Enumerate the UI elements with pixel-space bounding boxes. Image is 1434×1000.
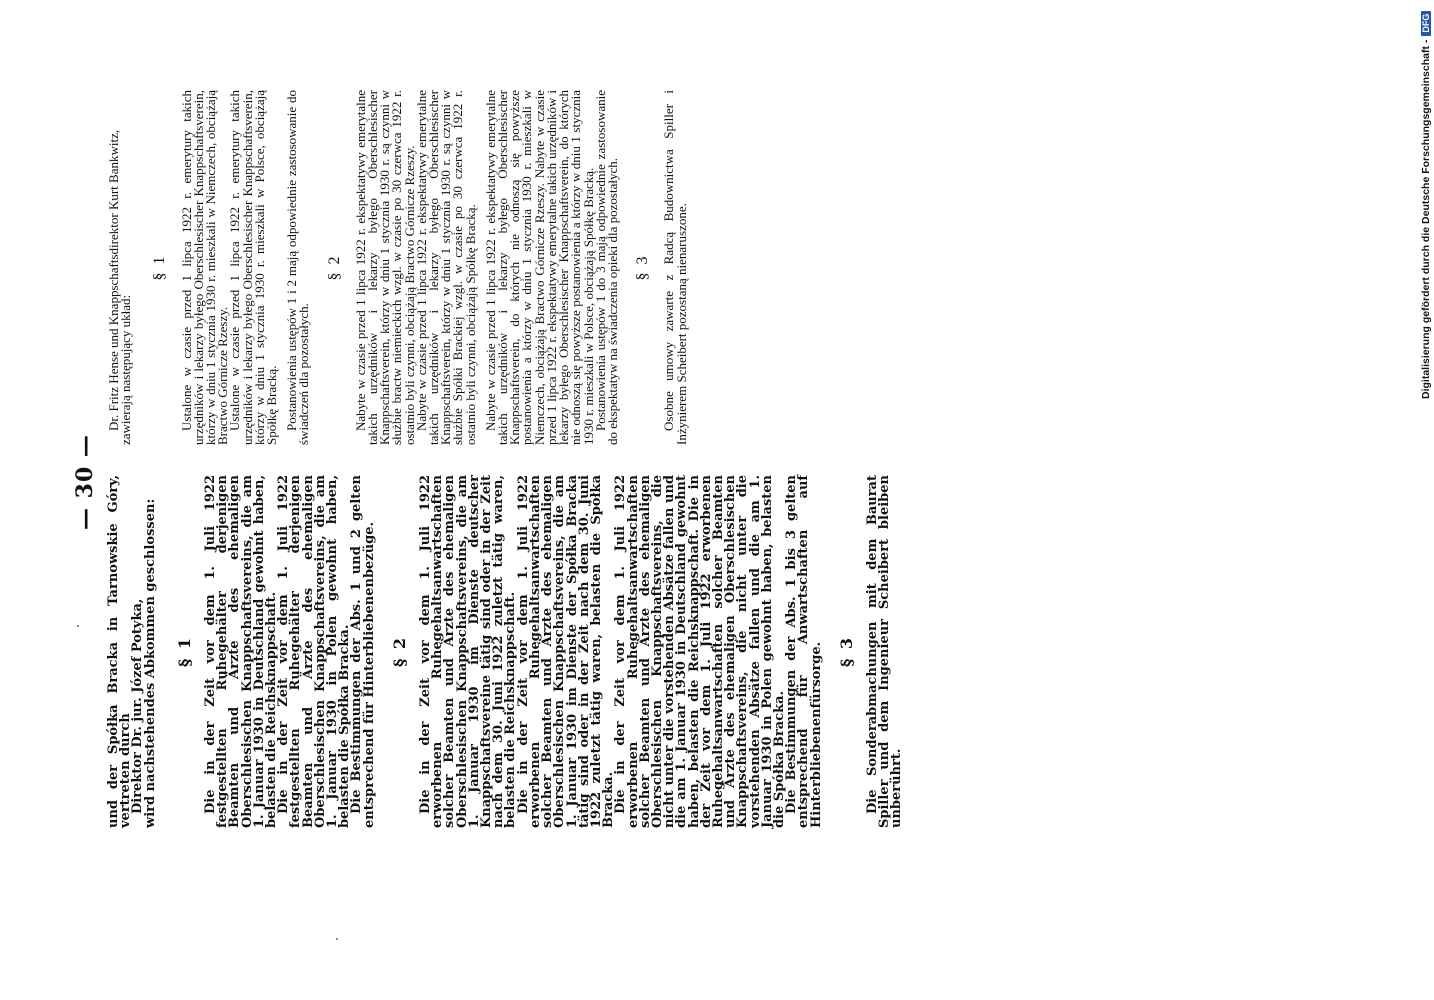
german-section-3-heading: § 3: [836, 635, 856, 668]
german-section-1-para-1: Die in der Zeit vor dem 1. Juli 1922 festgestellten Ruhegehälter derjenigen Beamten und Ärzte des ehemaligen Oberschlesischen Knappschaftsvereins, die am 1. Januar 1930 in Deutschland gewohnt haben, belasten die Reichsknappschaft.: [203, 475, 280, 828]
german-intro-agreement: wird nachstehendes Abkommen geschlossen:: [142, 498, 158, 828]
polish-intro-agreement: zawierają następujący układ:: [118, 294, 134, 445]
german-section-3-para-1: Die Sonderabmachungen mit dem Baurat Spiller und dem Ingenieur Scheibert bleiben unberührt.: [864, 475, 905, 828]
dfg-funding-note: [1418, 1, 1434, 399]
german-section-2-para-4: Die Bestimmungen der Abs. 1 bis 3 gelten entsprechend für Anwartschaften auf Hinterbliebenenfürsorge.: [784, 475, 824, 828]
dfg-note-text: Digitalisierung gefördert durch die Deutsche Forschungsgemeinschaft -: [1420, 39, 1432, 399]
german-intro-parties: und der Spółka Bracka in Tarnowskie Góry, vertreten durch: [106, 475, 134, 828]
dfg-logo: DFG: [1421, 11, 1431, 36]
german-section-2-para-3: Die in der Zeit vor dem 1. Juli 1922 erworbenen Ruhegehaltsanwartschaften solcher Beamten und Ärzte des ehemaligen Oberschlesischen Knappschaftsvereins, die nicht unter die vorstehenden Absätze fallen und die am 1. Januar 1930 in Deutschland gewohnt haben, belasten die Reichsknappschaft. Die in der Zeit vor dem 1. Juli 1922 erworbenen Ruhegehaltsanwartschaften solcher Beamten und Ärzte des ehemaligen Oberschlesischen Knappschaftsvereins, die nicht unter die vorstehenden Absätze fallen und die am 1. Januar 1930 in Polen gewohnt haben, belasten die Spółka Bracka.: [613, 475, 787, 828]
polish-section-1-heading: § 1: [151, 254, 169, 281]
scan-speck: [336, 938, 338, 940]
german-section-1-para-3: Die Bestimmungen der Abs. 1 und 2 gelten entsprechend für Hinterbliebenenbezüge.: [349, 475, 377, 828]
polish-section-2-para-4: Postanowienia ustępów 1 do 3 mają odpowiednie zastosowanie do ekspektatyw na świadczenia opieki dla pozostałych.: [592, 90, 620, 445]
polish-section-2-heading: § 2: [325, 254, 343, 281]
polish-section-2-para-3: Nabyte w czasie przed 1 lipca 1922 r. ekspektatywy emerytalne takich urzędników i lekarzy byłego Oberschlesischer Knappschaftsverein, do których nie odnoszą się powyższe postanowienia a którzy w dniu 1 stycznia 1930 r. mieszkali w Niemczech, obciążają Bractwo Górnicze Rzeszy. Nabyte w czasie przed 1 lipca 1922 r. ekspektatywy emerytalne takich urzędników i lekarzy byłego Oberschlesischer Knappschaftsverein, do których nie odnoszą się powyższe postanowienia a którzy w dniu 1 stycznia 1930 r. mieszkali w Polsce, obciążają Spółkę Bracką.: [482, 90, 596, 445]
german-intro-director: Direktor Dr. jur. Józef Potyka,: [130, 598, 146, 814]
polish-section-1-para-2: Ustalone w czasie przed 1 lipca 1922 r. emerytury takich urzędników i lekarzy byłego Oberschlesischer Knappschaftsverein, którzy w dniu 1 stycznia 1930 r. mieszkali w Polsce, obciążają Spółkę Bracką.: [227, 90, 280, 445]
polish-section-3-para-1: Osobne umowy zawarte z Radcą Budownictwa Spiller i Inżynierem Scheibert pozostaną nienaruszone.: [661, 90, 689, 445]
german-section-1-para-2: Die in der Zeit vor dem 1. Juli 1922 festgestellten Ruhegehälter derjenigen Beamten und Ärzte des ehemaligen Oberschlesischen Knappschaftsvereins, die am 1. Januar 1930 in Polen gewohnt haben, belasten die Spółka Bracka.: [276, 475, 353, 828]
page-number: — 30 —: [72, 434, 98, 530]
german-section-1-heading: § 1: [174, 635, 194, 668]
polish-section-1-para-1: Ustalone w czasie przed 1 lipca 1922 r. emerytury takich urzędników i lekarzy byłego Oberschlesischer Knappschaftsverein, którzy w dniu 1 stycznia 1930 r. mieszkali w Niemczech, obciążają Bractwo Górnicze Rzeszy.: [178, 90, 231, 445]
polish-section-1-para-3: Postanowienia ustępów 1 i 2 mają odpowiednie zastosowanie do świadczeń dla pozostałych.: [284, 90, 312, 445]
german-section-2-para-2: Die in der Zeit vor dem 1. Juli 1922 erworbenen Ruhegehaltsanwartschaften solcher Beamten und Ärzte des ehemaligen Oberschlesischen Knappschaftsvereins, die am 1. Januar 1930 im Dienste der Spółka Bracka tätig sind oder in der Zeit nach dem 30. Juni 1922 zuletzt tätig waren, belasten die Spółka Bracka.: [515, 475, 617, 828]
german-column: [108, 475, 904, 828]
german-section-2-para-1: Die in der Zeit vor dem 1. Juli 1922 erworbenen Ruhegehaltsanwartschaften solcher Beamten und Ärzte des ehemaligen Oberschlesischen Knappschaftsvereins, die am 1. Januar 1930 im Dienste deutscher Knappschaftsvereine tätig sind oder in der Zeit nach dem 30. Juni 1922 zuletzt tätig waren, belasten die Reichsknappschaft.: [418, 475, 519, 828]
polish-intro-parties: Dr. Fritz Hense und Knappschaftsdirektor Kurt Bankwitz,: [106, 129, 121, 431]
german-section-2-heading: § 2: [389, 635, 409, 668]
scan-speck: [77, 625, 79, 627]
polish-section-2-para-1: Nabyte w czasie przed 1 lipca 1922 r. ekspektatywy emerytalne takich urzędników i lekarzy byłego Oberschlesischer Knappschaftsverein, którzy w dniu 1 stycznia 1930 r. są czynni w służbie bractw niemieckich wzgl. w czasie po 30 czerwca 1922 r. ostatnio byli czynni, obciążają Bractwo Górnicze Rzeszy.: [352, 90, 417, 445]
polish-section-2-para-2: Nabyte w czasie przed 1 lipca 1922 r. ekspektatywy emerytalne takich urzędników i lekarzy byłego Oberschlesischer Knappschaftsverein, którzy w dniu 1 stycznia 1930 r. są czynni w służbie Spółki Brackiej wzgl. w czasie po 30 czerwca 1922 r. ostatnio byli czynni, obciążają Spółkę Bracką.: [413, 90, 478, 445]
polish-section-3-heading: § 3: [634, 254, 652, 281]
polish-column: [108, 90, 688, 445]
